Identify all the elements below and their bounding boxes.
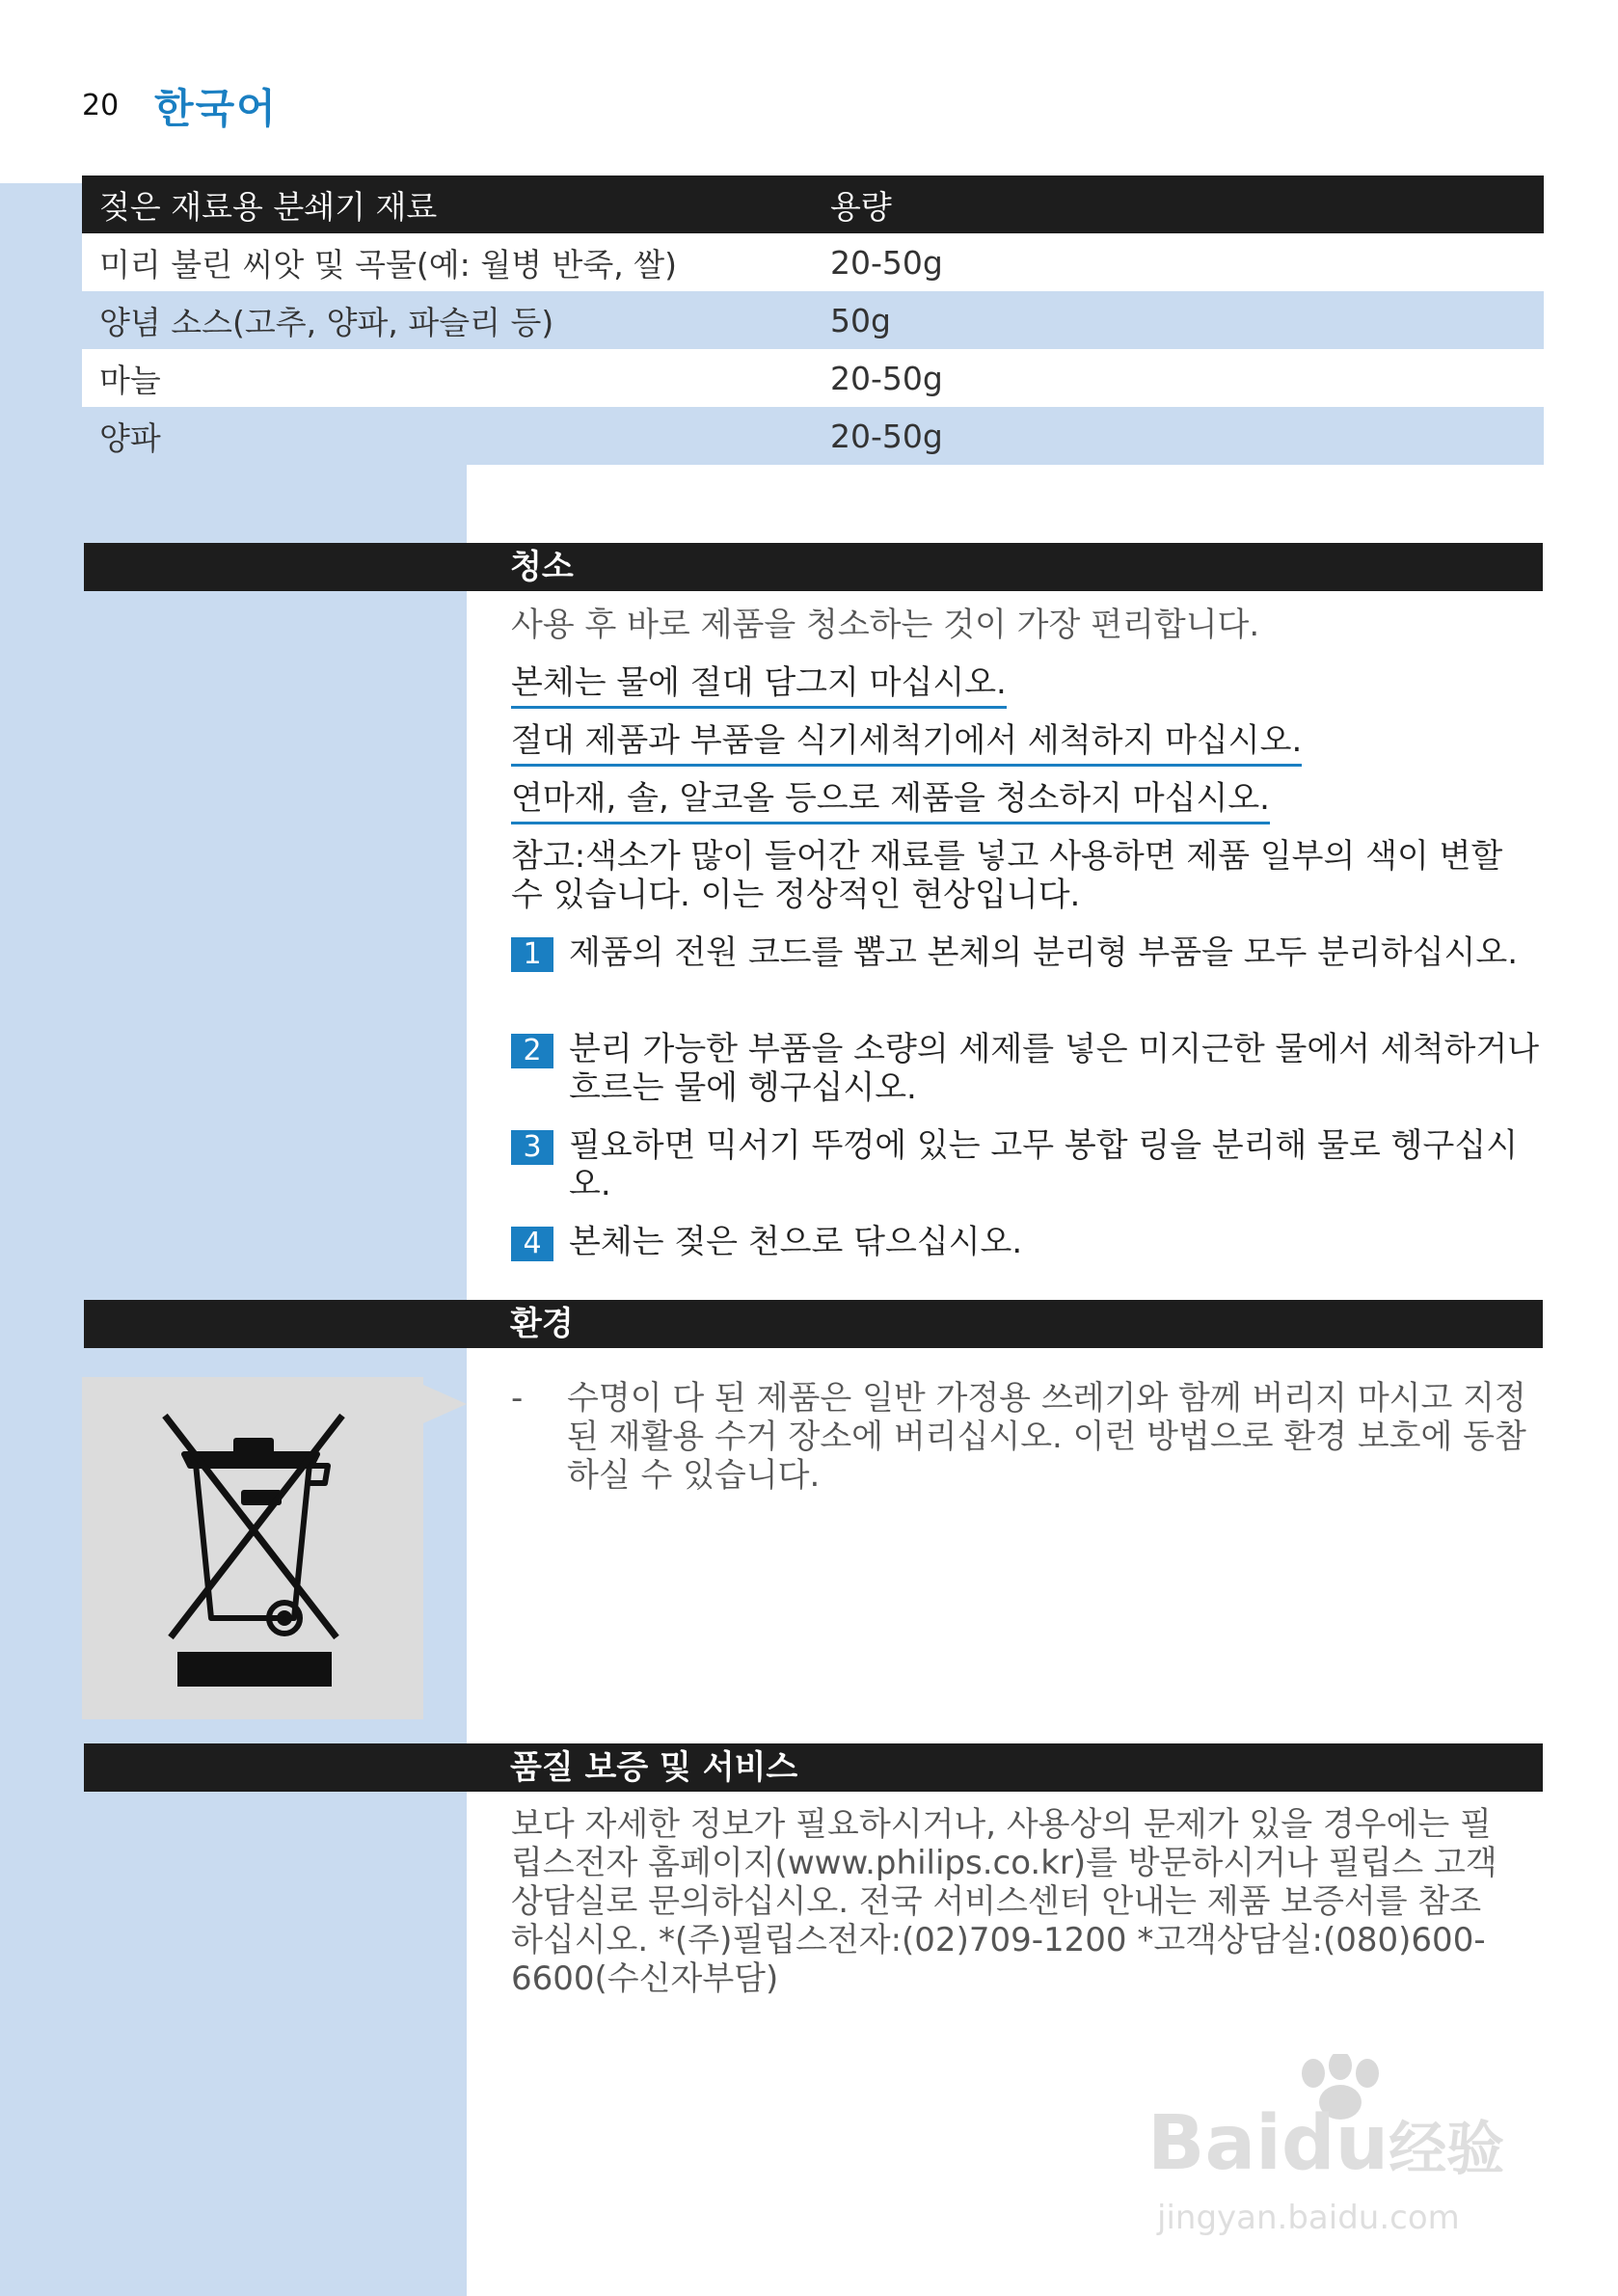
section-bar-environment: [84, 1300, 1543, 1348]
table-header-ingredient: 젖은 재료용 분쇄기 재료: [82, 176, 813, 233]
step-number: 4: [511, 1227, 553, 1261]
table-cell-capacity: 20-50g: [813, 349, 1544, 407]
cleaning-step: [511, 933, 1543, 972]
food-capacity-table: [82, 176, 1544, 465]
cleaning-warning: 연마재, 솔, 알코올 등으로 제품을 청소하지 마십시오.: [511, 779, 1270, 824]
step-text: 필요하면 믹서기 뚜껑에 있는 고무 봉합 링을 분리해 물로 헹구십시오.: [569, 1126, 1519, 1203]
bullet-dash: -: [511, 1379, 524, 1418]
cleaning-note: 참고:색소가 많이 들어간 재료를 넣고 사용하면 제품 일부의 색이 변할 수 있습니다. 이는 정상적인 현상입니다.: [511, 837, 1503, 914]
step-text: 본체는 젖은 천으로 닦으십시오.: [569, 1223, 1023, 1261]
table-cell-capacity: 20-50g: [813, 233, 1544, 291]
section-title-environment: 환경: [510, 1305, 574, 1343]
warranty-text: 보다 자세한 정보가 필요하시거나, 사용상의 문제가 있을 경우에는 필립스전자 홈페이지(www.philips.co.kr)를 방문하시거나 필립스 고객 상담실로 문의하십시오. 전국 서비스센터 안내는 제품 보증서를 참조하십시오. *(주)필립스전자:(02)709-1200 *고객상담실:(080)600-6600(수신자부담): [511, 1805, 1497, 1998]
table-row: [82, 291, 1544, 349]
cleaning-step: [511, 1223, 1543, 1261]
page-number: 20: [82, 89, 120, 122]
watermark-brand: Baidu: [1147, 2100, 1389, 2187]
step-number: 1: [511, 937, 553, 972]
step-number: 3: [511, 1130, 553, 1165]
section-title-cleaning: 청소: [510, 548, 574, 586]
baidu-watermark: [1147, 2054, 1552, 2247]
table-cell-ingredient: 양념 소스(고추, 양파, 파슬리 등): [82, 291, 813, 349]
section-title-warranty: 품질 보증 및 서비스: [510, 1748, 798, 1787]
table-cell-capacity: 20-50g: [813, 407, 1544, 465]
table-header-capacity: 용량: [813, 176, 1544, 233]
table-cell-ingredient: 양파: [82, 407, 813, 465]
table-row: [82, 233, 1544, 291]
left-side-band: [0, 183, 467, 2296]
environment-text: 수명이 다 된 제품은 일반 가정용 쓰레기와 함께 버리지 마시고 지정된 재활용 수거 장소에 버리십시오. 이런 방법으로 환경 보호에 동참하실 수 있습니다.: [567, 1379, 1526, 1495]
cleaning-warning: 절대 제품과 부품을 식기세척기에서 세척하지 마십시오.: [511, 721, 1302, 767]
table-cell-ingredient: 마늘: [82, 349, 813, 407]
crossed-out-wheelie-bin-icon: [82, 1377, 423, 1719]
table-cell-capacity: 50g: [813, 291, 1544, 349]
speech-pointer: [423, 1385, 467, 1423]
table-header-row: [82, 176, 1544, 233]
cleaning-step: [511, 1030, 1543, 1107]
step-text: 제품의 전원 코드를 뽑고 본체의 분리형 부품을 모두 분리하십시오.: [569, 933, 1519, 972]
section-bar-warranty: [84, 1743, 1543, 1792]
watermark-url: jingyan.baidu.com: [1157, 2199, 1460, 2237]
cleaning-warning: 본체는 물에 절대 담그지 마십시오.: [511, 663, 1007, 709]
step-text: 분리 가능한 부품을 소량의 세제를 넣은 미지근한 물에서 세척하거나 흐르는 물에 헹구십시오.: [569, 1030, 1540, 1107]
section-bar-cleaning: [84, 543, 1543, 591]
step-number: 2: [511, 1034, 553, 1068]
cleaning-step: [511, 1126, 1543, 1203]
language-title: 한국어: [154, 85, 278, 132]
table-row: [82, 349, 1544, 407]
table-row: [82, 407, 1544, 465]
watermark-label: 经验: [1389, 2116, 1505, 2183]
cleaning-intro: 사용 후 바로 제품을 청소하는 것이 가장 편리합니다.: [511, 606, 1260, 644]
recycling-symbol-box: [82, 1377, 423, 1719]
table-cell-ingredient: 미리 불린 씨앗 및 곡물(예: 월병 반죽, 쌀): [82, 233, 813, 291]
